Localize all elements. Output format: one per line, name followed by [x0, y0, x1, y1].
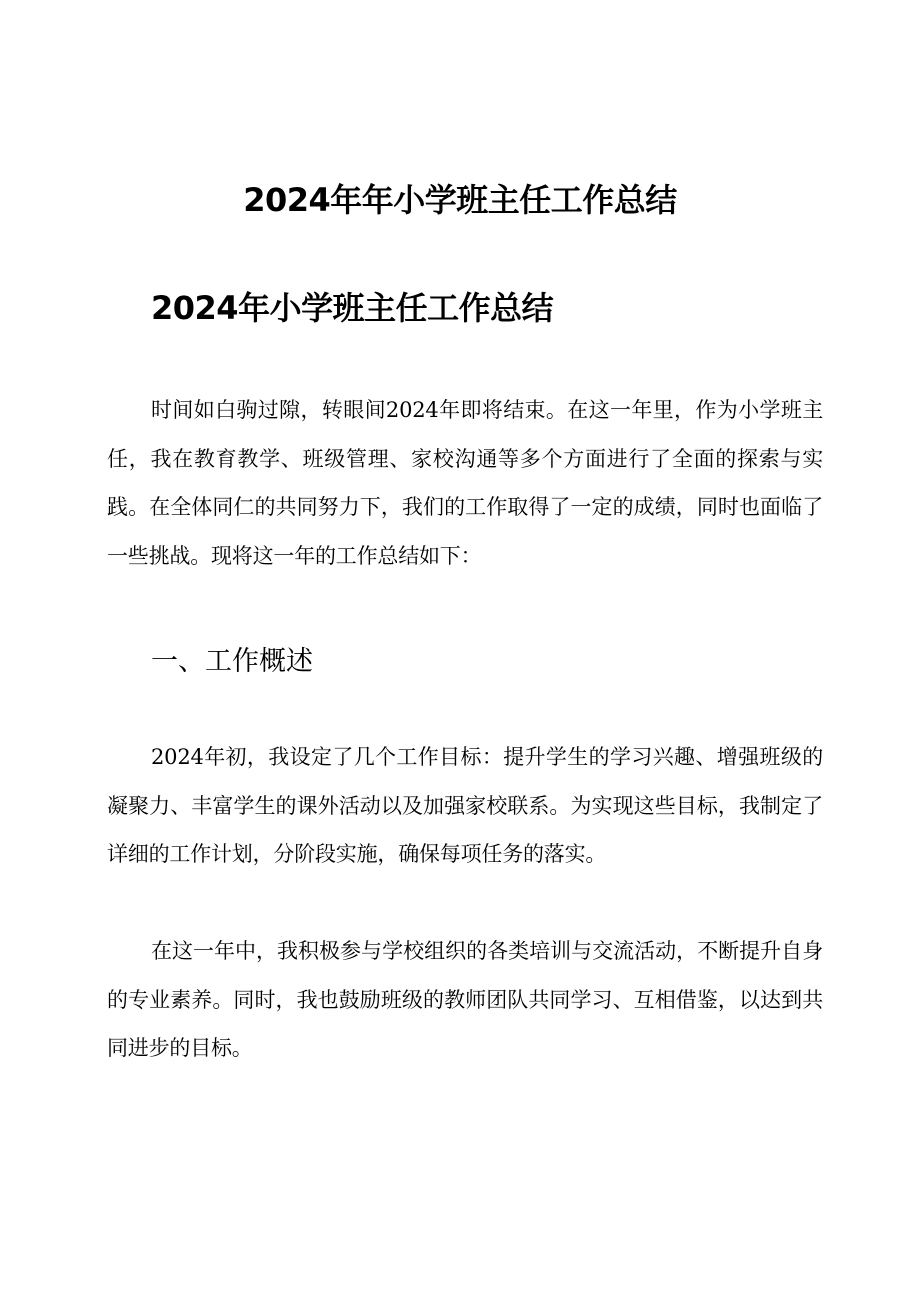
section-heading-work-overview: 一、工作概述 — [151, 646, 313, 677]
document-subtitle: 2024年小学班主任工作总结 — [151, 289, 554, 327]
document-title: 2024年年小学班主任工作总结 — [243, 181, 677, 219]
intro-paragraph: 时间如白驹过隙，转眼间2024年即将结束。在这一年里，作为小学班主任，我在教育教学、班级管理、家校沟通等多个方面进行了全面的探索与实践。在全体同仁的共同努力下，我们的工作取得了一定的成绩，同时也面临了一些挑战。现将这一年的工作总结如下： — [107, 398, 823, 568]
training-paragraph: 在这一年中，我积极参与学校组织的各类培训与交流活动，不断提升自身的专业素养。同时，我也鼓励班级的教师团队共同学习、互相借鉴，以达到共同进步的目标。 — [107, 939, 823, 1060]
goals-paragraph: 2024年初，我设定了几个工作目标：提升学生的学习兴趣、增强班级的凝聚力、丰富学生的课外活动以及加强家校联系。为实现这些目标，我制定了详细的工作计划，分阶段实施，确保每项任务的落实。 — [107, 745, 823, 866]
